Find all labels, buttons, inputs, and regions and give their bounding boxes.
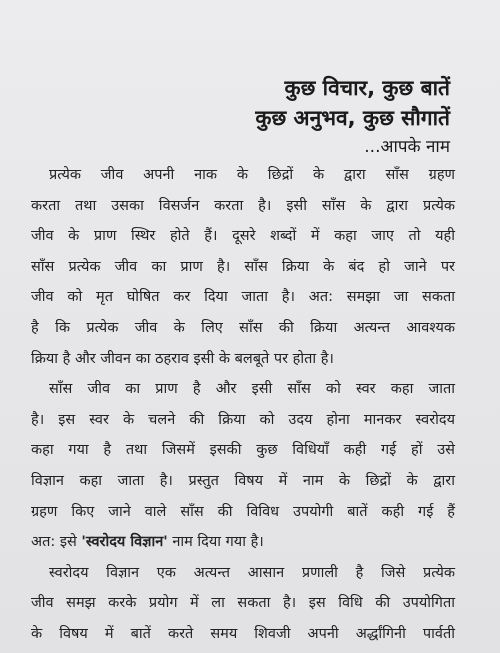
text-line: साँस जीव का प्राण है और इसी साँस को स्वर कहा जाता (49, 381, 455, 398)
text-line: स्वरोदय विज्ञान एक अत्यन्त आसान प्रणाली है जिसे प्रत्येक (49, 564, 455, 581)
heading-line-2: कुछ अनुभव, कुछ सौगातें (255, 106, 450, 130)
chapter-heading (255, 73, 450, 159)
heading-line-1: कुछ विचार, कुछ बातें (284, 76, 450, 100)
text-line: के विषय में बातें करते समय शिवजी अपनी अर्द्धांगिनी पार्वती (31, 625, 455, 642)
text-line: है। इस स्वर के चलने की क्रिया को उदय होना मानकर स्वरोदय (31, 411, 455, 428)
text-line: साँस प्रत्येक जीव का प्राण है। साँस क्रिया के बंद हो जाने पर (31, 258, 455, 275)
text-line: जीव समझ करके प्रयोग में ला सकता है। इस विधि की उपयोगिता (31, 595, 455, 612)
text-line: जीव के प्राण स्थिर होते हैं। दूसरे शब्दों में कहा जाए तो यही (31, 228, 455, 245)
book-title-bold: 'स्वरोदय विज्ञान' (81, 534, 168, 551)
heading-line-3: ...आपके नाम (364, 137, 450, 157)
text-line: ग्रहण किए जाने वाले साँस की विविध उपयोगी बातें कही गई हैं (31, 503, 455, 520)
text-line: जीव को मृत घोषित कर दिया जाता है। अत: समझा जा सकता (31, 289, 455, 306)
body-text (31, 160, 455, 650)
text-line: क्रिया है और जीवन का ठहराव इसी के बलबूते पर होता है। (31, 350, 334, 367)
final-suffix: नाम दिया गया है। (167, 534, 264, 551)
text-line: है कि प्रत्येक जीव के लिए साँस की क्रिया अत्यन्त आवश्यक (31, 319, 455, 336)
final-prefix: अत: इसे (31, 534, 82, 551)
text-line: प्रत्येक जीव अपनी नाक के छिद्रों के द्वारा साँस ग्रहण (49, 167, 455, 183)
text-line: कहा गया है तथा जिसमें इसकी कुछ विधियाँ कही गई हों उसे (31, 442, 455, 459)
text-line-final (31, 527, 455, 558)
text-line: विज्ञान कहा जाता है। प्रस्तुत विषय में नाम के छिद्रों के द्वारा (31, 472, 455, 489)
text-line: करता तथा उसका विसर्जन करता है। इसी साँस के द्वारा प्रत्येक (31, 197, 455, 214)
